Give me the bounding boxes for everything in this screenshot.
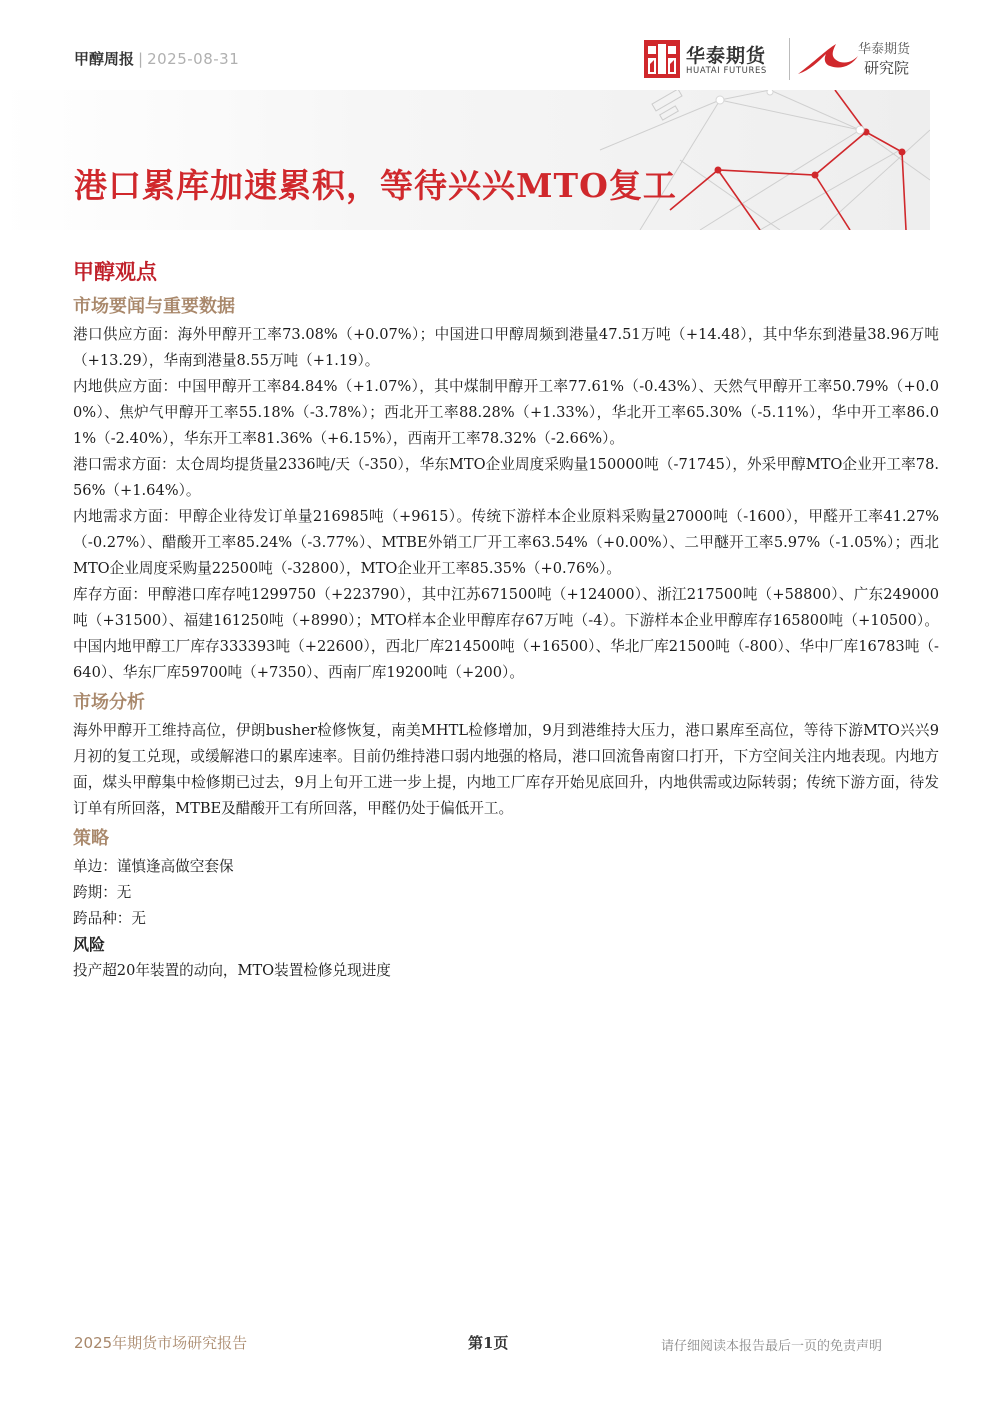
footer-report-name: 2025年期货市场研究报告 — [74, 1334, 248, 1352]
market-news-paragraph: 内地需求方面：甲醇企业待发订单量216985吨（+9615）。传统下游样本企业原料采购量27000吨（-1600），甲醛开工率41.27%（-0.27%）、醋酸开工率85.24%（-3.77%）、MTBE外销工厂开工率63.54%（+0.00%）、二甲醚开工率5.97%（-1.05%）；西北MTO企业周度采购量22500吨（-32800），MTO企业开工率85.35%（+0.76%）。 — [73, 508, 939, 577]
swoosh-logo-icon — [796, 40, 860, 80]
huatai-logo — [644, 40, 784, 80]
company-name-en: HUATAI FUTURES — [686, 66, 767, 76]
analysis-paragraph: 海外甲醇开工维持高位，伊朗busher检修恢复，南美MHTL检修增加，9月到港维持大压力，港口累库至高位，等待下游MTO兴兴9月初的复工兑现，或缓解港口的累库速率。目前仍维持港口弱内地强的格局，港口回流鲁南窗口打开，下方空间关注内地表现。内地方面，煤头甲醇集中检修期已过去，9月上旬开工进一步上提，内地工厂库存开始见底回升，内地供需或边际转弱；传统下游方面，待发订单有所回落，MTBE及醋酸开工有所回落，甲醛仍处于偏低开工。 — [73, 722, 939, 817]
risk-heading: 风险 — [73, 935, 106, 954]
logo-divider — [789, 38, 790, 80]
report-name: 甲醇周报 — [74, 50, 135, 68]
header-separator: | — [138, 50, 144, 68]
disclaimer-note: 请仔细阅读本报告最后一页的免责声明 — [661, 1339, 883, 1354]
strategy-heading: 策略 — [73, 828, 109, 849]
strategy-item: 跨期：无 — [73, 884, 132, 901]
company-name-cn: 华泰期货 — [686, 45, 767, 67]
market-news-paragraph: 内地供应方面：中国甲醇开工率84.84%（+1.07%），其中煤制甲醇开工率77.61%（-0.43%）、天然气甲醇开工率50.79%（+0.00%）、焦炉气甲醇开工率55.18%（-3.78%）；西北开工率88.28%（+1.33%），华北开工率65.30%（-5.11%），华中开工率86.01%（-2.40%），华东开工率81.36%（+6.15%），西南开工率78.32%（-2.66%）。 — [73, 378, 939, 447]
huatai-logo-icon — [644, 40, 680, 78]
report-content — [73, 258, 939, 984]
report-tag — [74, 48, 239, 69]
market-news-paragraph: 港口需求方面：太仓周均提货量2336吨/天（-350），华东MTO企业周度采购量150000吨（-71745），外采甲醇MTO企业开工率78.56%（+1.64%）。 — [73, 456, 939, 499]
institute-logo — [796, 38, 926, 82]
analysis-heading: 市场分析 — [73, 692, 145, 713]
report-title: 港口累库加速累积，等待兴兴MTO复工 — [74, 166, 677, 205]
market-news-paragraph: 库存方面：甲醇港口库存吨1299750（+223790），其中江苏671500吨（+124000）、浙江217500吨（+58800）、广东249000吨（+31500）、福建161250吨（+8990）；MTO样本企业甲醇库存67万吨（-4）。下游样本企业甲醇库存165800吨（+10500）。中国内地甲醇工厂库存333393吨（+22600），西北厂库214500吨（+16500）、华北厂库21500吨（-800）、华中厂库16783吨（-640）、华东厂库59700吨（+7350）、西南厂库19200吨（+200）。 — [73, 586, 939, 681]
page-number: 第1页 — [468, 1334, 509, 1352]
strategy-item: 跨品种：无 — [73, 910, 146, 927]
page-footer — [0, 1320, 992, 1370]
strategy-item: 单边：谨慎逢高做空套保 — [73, 858, 234, 875]
market-news-heading: 市场要闻与重要数据 — [73, 296, 235, 317]
viewpoint-heading: 甲醇观点 — [73, 260, 157, 284]
institute-line1: 华泰期货 — [858, 42, 911, 57]
risk-text: 投产超20年装置的动向，MTO装置检修兑现进度 — [73, 962, 391, 979]
institute-line2: 研究院 — [864, 59, 910, 77]
report-date: 2025-08-31 — [147, 50, 240, 68]
market-news-paragraph: 港口供应方面：海外甲醇开工率73.08%（+0.07%）；中国进口甲醇周频到港量47.51万吨（+14.48），其中华东到港量38.96万吨（+13.29），华南到港量8.55万吨（+1.19）。 — [73, 326, 939, 369]
